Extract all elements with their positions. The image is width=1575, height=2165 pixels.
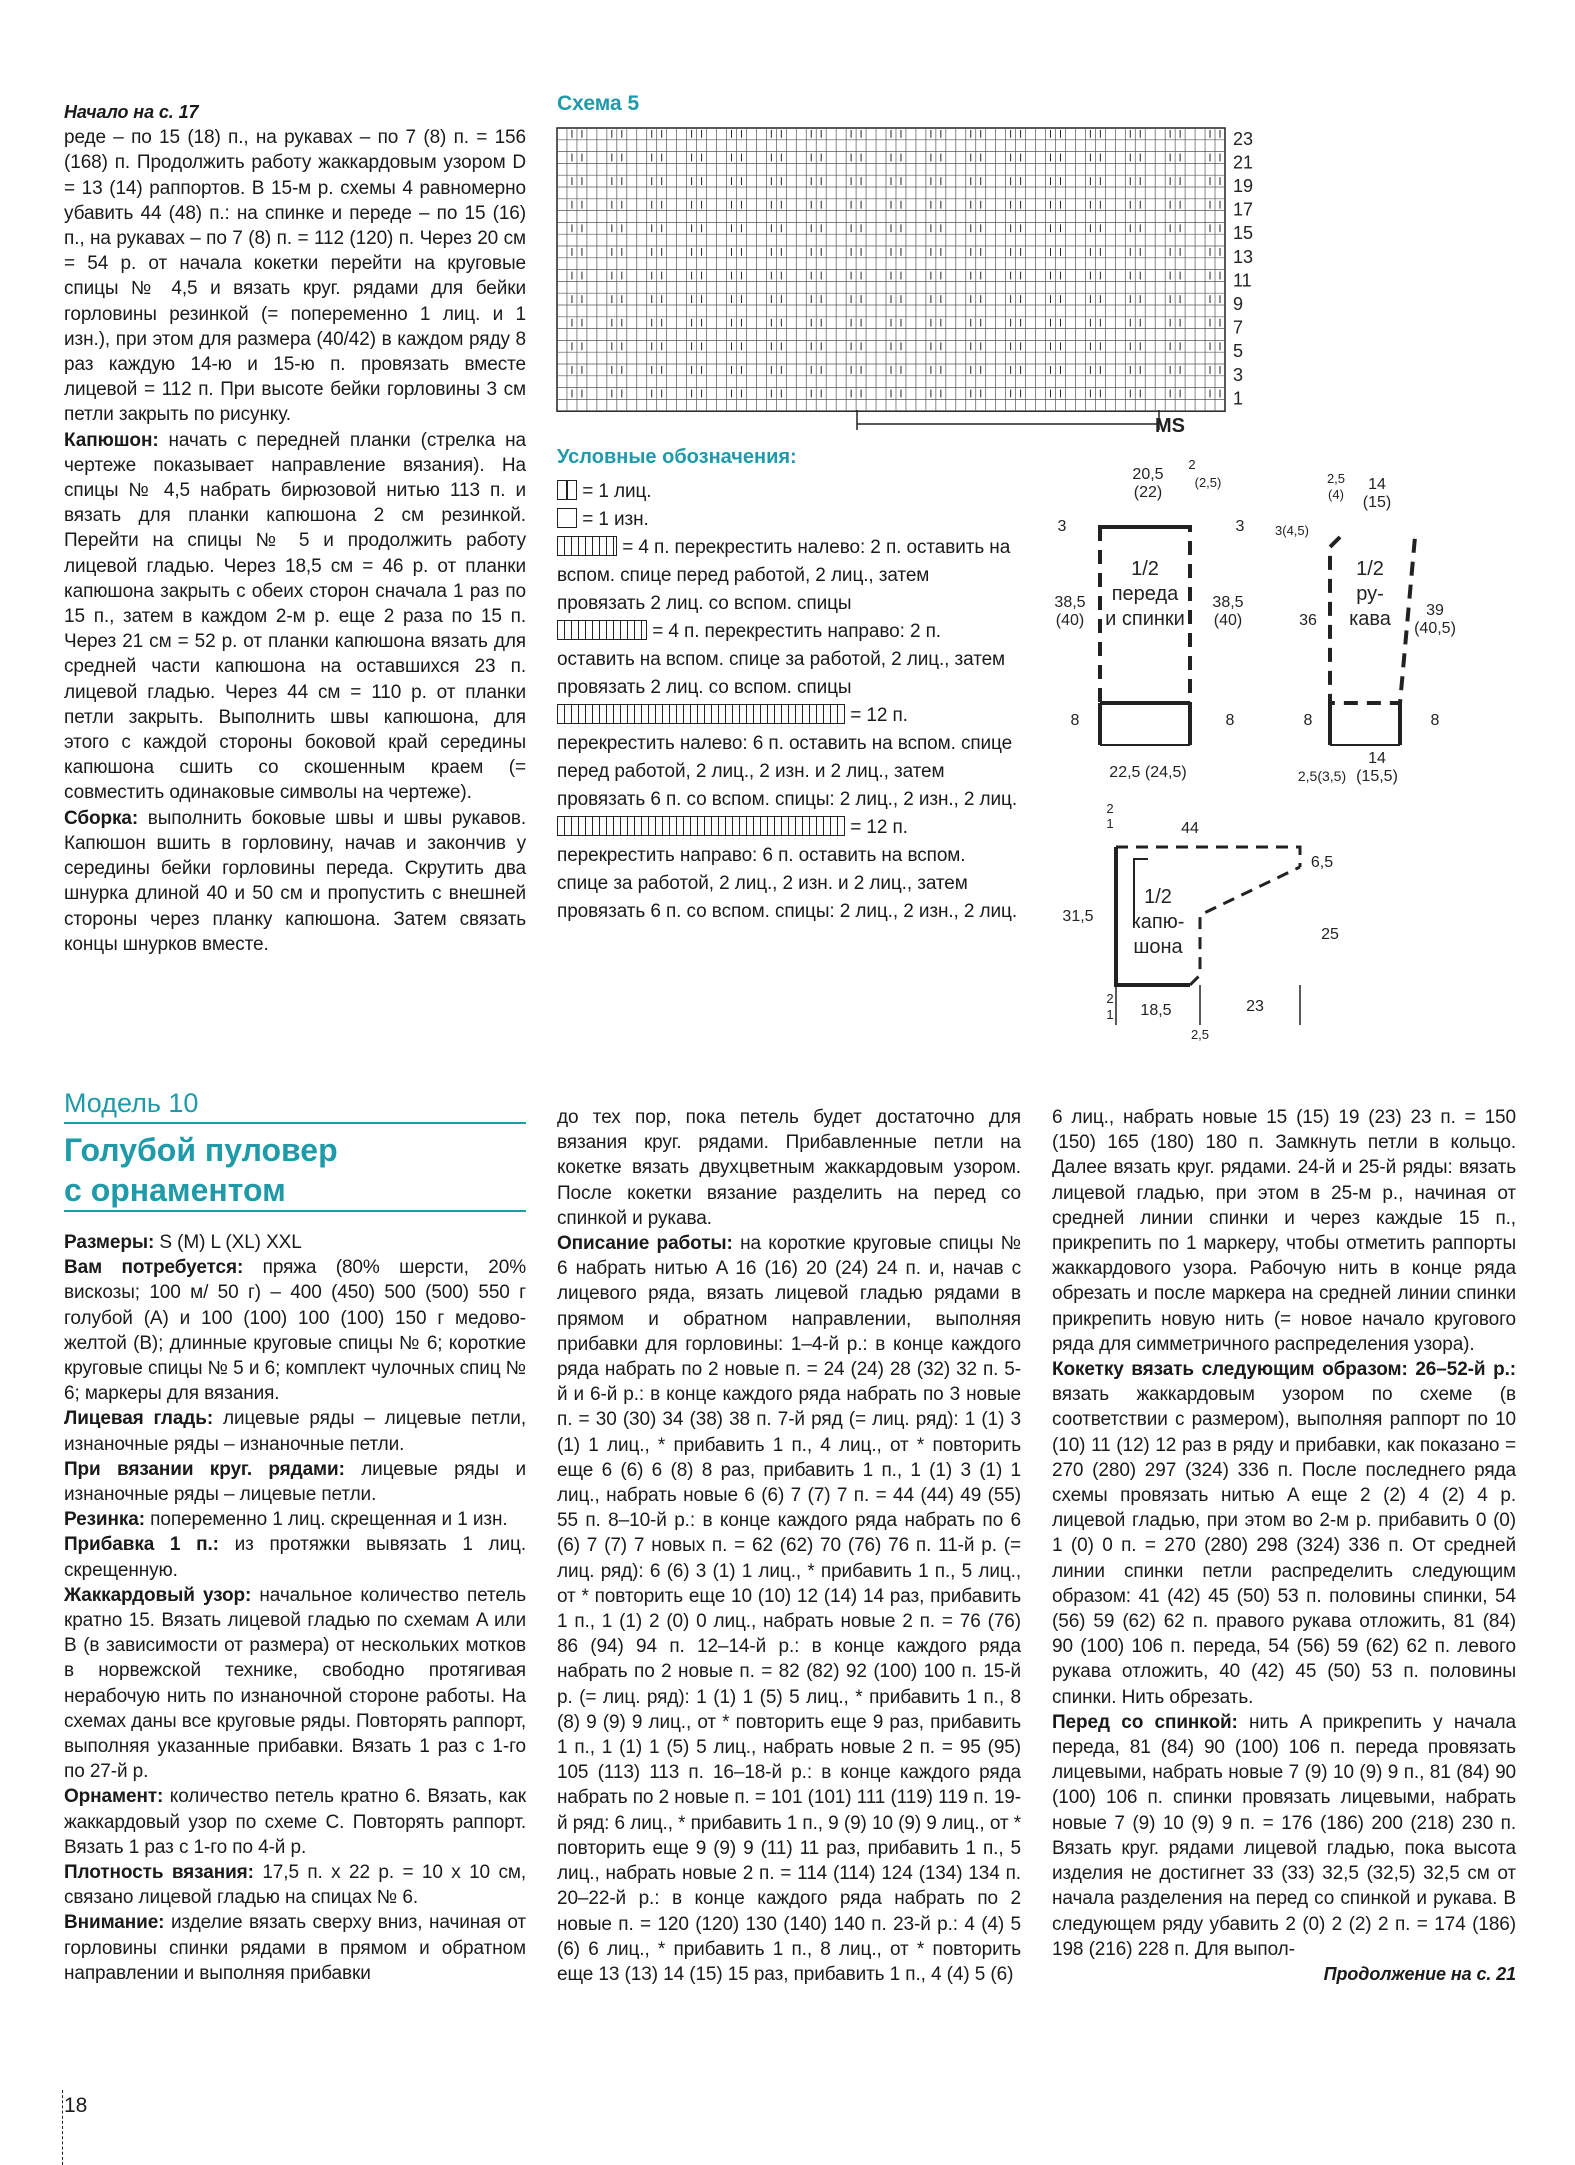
svg-text:31,5: 31,5 — [1062, 908, 1094, 925]
cross-12-right-icon — [557, 816, 845, 836]
para-gauge: Плотность вязания: 17,5 п. х 22 р. = 10 х 10 см, связано лицевой гладью на спицах № 6. — [64, 1862, 526, 1909]
para-stockinette: Лицевая гладь: лицевые ряды – лицевые петли, изнаночные ряды – изнаночные петли. — [64, 1408, 527, 1455]
svg-text:2: 2 — [1188, 457, 1196, 472]
svg-text:шона: шона — [1133, 936, 1183, 958]
svg-text:(40,5): (40,5) — [1414, 620, 1456, 637]
page-edge-dashes — [62, 2090, 63, 2165]
legend-cross4-right: = 4 п. перекрестить направо: 2 п. оставить на вспом. спице за работой, 2 лиц., затем провязать 2 лиц. со вспом. спицы — [557, 621, 1006, 698]
schema-row-label: 19 — [1232, 176, 1254, 196]
svg-text:1/2: 1/2 — [1356, 558, 1384, 580]
svg-text:6,5: 6,5 — [1310, 854, 1334, 871]
paragraph-hood — [64, 428, 526, 806]
model-number: Модель 10 — [64, 1088, 199, 1118]
svg-text:3(4,5): 3(4,5) — [1275, 523, 1309, 538]
svg-text:8: 8 — [1070, 712, 1080, 729]
svg-text:22,5 (24,5): 22,5 (24,5) — [1109, 764, 1187, 781]
para-ornament: Орнамент: количество петель кратно 6. Вязать, как жаккардовый узор по схеме C. Повторять раппорт. Вязать 1 раз с 1-го по 4-й р. — [64, 1786, 526, 1858]
legend-knit: = 1 лиц. — [557, 478, 1017, 506]
schema-row-label: 1 — [1232, 388, 1244, 409]
col4-front-back: Перед со спинкой: нить A прикрепить у начала переда, 81 (84) 90 (100) 106 п. переда провязать лицевыми, набрать новые 7 (9) 10 (9) 9 п., 81 (84) 90 (100) 106 п. спинки провязать лицевыми, набрать новые 7 (9) 10 (9) 9 п. = 176 (186) 200 (218) 230 п. Вязать круг. рядами лицевой гладью, пока высота изделия не достигнет 33 (33) 32,5 (32,5) 32,5 см от начала разделения на перед со спинкой и рукава. В следующем ряду убавить 2 (0) 2 (2) 2 п. = 174 (186) 198 (216) 228 п. Для выпол- — [1052, 1711, 1516, 1960]
svg-text:переда: переда — [1111, 583, 1179, 605]
col4-intro: 6 лиц., набрать новые 15 (15) 19 (23) 23 п. = 150 (150) 165 (180) 180 п. Замкнуть петли в кольцо. Далее вязать круг. рядами. 24-й и 25-й ряды: вязать лицевой гладью, при этом в 25-м р., начиная от средней линии спинки и через каждые 15 п., прикрепить по 1 маркеру, чтобы отметить раппорты жаккардового узора. Рабочую нить в конце ряда обрезать и после маркера на средней линии спинки прикрепить новую нить (= новое начало кругового ряда для симметричного распределения узора). — [1052, 1107, 1516, 1355]
svg-text:8: 8 — [1430, 712, 1440, 729]
svg-text:1/2: 1/2 — [1144, 886, 1172, 908]
svg-text:38,5: 38,5 — [1212, 594, 1244, 611]
schema-row-label: 11 — [1232, 270, 1252, 291]
cross-4-right-icon — [557, 620, 647, 640]
col4-yoke: Кокетку вязать следующим образом: 26–52-й р.: вязать жаккардовым узором по схеме (в соответствии с размером), выполняя раппорт по 10 (10) 11 (12) 12 раз в ряду и прибавки, как показано = 270 (280) 297 (324) 336 п. После последнего ряда схемы провязать нитью A еще 2 (2) 4 (2) 4 р. лицевой гладью, при этом во 2-м р. прибавить 0 (0) 1 (0) 0 п. = 270 (280) 298 (324) 336 п. От средней линии спинки петли распределить следующим образом: 41 (42) 45 (50) 53 п. половины спинки, 54 (56) 59 (62) 62 п. правого рукава отложить, 81 (84) 90 (100) 106 п. переда, 54 (56) 59 (62) 62 п. левого рукава отложить, 40 (42) 45 (50) 53 п. половины спинки. Нить обрезать. — [1052, 1359, 1516, 1708]
col3-intro: до тех пор, пока петель будет достаточно для вязания круг. рядами. Прибавленные петли на кокетке вязать двухцветным жаккардовым узором. После кокетки вязание разделить на перед со спинкой и рукава. — [557, 1107, 1021, 1229]
page-number: 18 — [64, 2094, 88, 2117]
svg-text:2: 2 — [1106, 801, 1114, 816]
svg-text:(15): (15) — [1362, 494, 1392, 511]
svg-text:3: 3 — [1235, 518, 1245, 535]
text-column-1 — [64, 100, 526, 957]
hood-text: начать с передней планки (стрелка на чертеже показывает направление вязания). На спицы № 4,5 набрать бирюзовой нитью 113 п. и вязать для планки капюшона 2 см резинкой. Перейти на спицы № 5 и продолжить работу лицевой гладью. Через 18,5 см = 46 р. от планки капюшона закрыть с обеих сторон сначала 1 раз по 15 п., затем в каждом 2-м р. еще 2 раза по 15 п. Через 21 см = 52 р. от планки капюшона вязать для средней части капюшона на оставшихся 23 п. лицевой гладью. Через 44 см = 110 р. от планки петли закрыть. Выполнить швы капюшона, для этого с каждой стороны боковой край середины капюшона сшить со скошенным краем (= совместить одинаковые символы на чертеже). — [64, 429, 526, 804]
hood-label: Капюшон: — [64, 429, 159, 451]
schema-ms-label: MS — [1155, 415, 1185, 437]
para-jacquard: Жаккардовый узор: начальное количество петель кратно 15. Вязать лицевой гладью по схемам A или B (в зависимости от размера) от нескольких мотков в норвежской технике, свободно протягивая нерабочую нить по изнаночной стороне работы. На схемах даны все круговые ряды. Повторять раппорт, выполняя указанные прибавки. Вязать 1 раз с 1-го по 27-й р. — [64, 1584, 526, 1783]
svg-text:14: 14 — [1368, 750, 1386, 767]
legend-cross12-left: = 12 п. перекрестить налево: 6 п. оставить на вспом. спице перед работой, 2 лиц., 2 изн. и 2 лиц., затем провязать 6 п. со вспом. спицы: 2 лиц., 2 изн., 2 лиц. — [557, 705, 1018, 810]
svg-text:1: 1 — [1106, 816, 1114, 831]
svg-text:25: 25 — [1321, 926, 1339, 943]
svg-text:39: 39 — [1426, 602, 1444, 619]
para-attention: Внимание: изделие вязать сверху вниз, начиная от горловины спинки рядами в прямом и обратном направлении и выполняя прибавки — [64, 1912, 526, 1984]
schema-row-label: 3 — [1232, 364, 1244, 385]
schema-row-label: 7 — [1232, 317, 1244, 338]
paragraph-intro: реде – по 15 (18) п., на рукавах – по 7 (8) п. = 156 (168) п. Продолжить работу жаккардовым узором D = 13 (14) раппортов. В 15-м р. схемы 4 равномерно убавить 44 (48) п.: на спинке и переде – по 15 (16) п., на рукавах – по 7 (8) п. = 112 (120) п. Через 20 см = 54 р. от начала кокетки перейти на круговые спицы № 4,5 и вязать круг. рядами для бейки горловины резинкой (= попеременно 1 лиц. и 1 изн.), при этом для размера (40/42) в каждом ряду 8 раз каждую 14-ю и 15-ю п. провязать вместе лицевой = 112 п. При высоте бейки горловины 3 см петли закрыть по рисунку. — [64, 127, 526, 426]
schema-row-label: 15 — [1232, 223, 1254, 244]
assembly-label: Сборка: — [64, 807, 139, 829]
svg-text:кава: кава — [1349, 608, 1391, 630]
legend-purl: = 1 изн. — [557, 506, 1017, 534]
para-sizes: Размеры: S (M) L (XL) XXL — [64, 1232, 302, 1253]
svg-text:капю-: капю- — [1131, 911, 1185, 933]
schema-row-label: 13 — [1232, 246, 1254, 267]
svg-text:44: 44 — [1181, 820, 1199, 837]
title-rule-bottom — [64, 1210, 526, 1212]
schema-row-label: 5 — [1232, 341, 1244, 362]
schema-row-label: 23 — [1232, 128, 1254, 149]
cross-12-left-icon — [557, 704, 845, 724]
svg-text:1: 1 — [1106, 1007, 1114, 1022]
svg-text:2,5: 2,5 — [1326, 471, 1346, 486]
schema-title: Схема 5 — [557, 92, 640, 115]
svg-text:(40): (40) — [1213, 612, 1243, 629]
para-round: При вязании круг. рядами: лицевые ряды и изнаночные ряды – лицевые петли. — [64, 1458, 526, 1506]
svg-text:(2,5): (2,5) — [1194, 475, 1222, 490]
schema-row-label: 9 — [1232, 294, 1244, 314]
text-column-2 — [64, 1230, 526, 1986]
col3-description: Описание работы: на короткие круговые спицы № 6 набрать нитью A 16 (16) 20 (24) 24 п. и, начав с лицевого ряда, вязать лицевой гладью рядами в прямом и обратном направлении, выполняя прибавки для горловины: 1–4-й р.: в конце каждого ряда набрать по 2 новые п. = 24 (24) 28 (32) 32 п. 5-й и 6-й р.: в конце каждого ряда набрать по 3 новые п. = 30 (30) 34 (38) 38 п. 7-й ряд (= лиц. ряд): 1 (1) 3 (1) 1 лиц., * прибавить 1 п., 4 лиц., от * повторить еще 6 (6) 6 (8) 8 раз, прибавить 1 п., 1 (1) 3 (1) 1 лиц., набрать новые 6 (6) 7 (7) 7 п. = 44 (44) 49 (55) 55 п. 8–10-й р.: в конце каждого ряда набрать по 6 (6) 7 (7) 7 новых п. = 62 (62) 70 (76) 76 п. 11-й р. (= лиц. ряд): 6 (6) 3 (1) 1 лиц., * прибавить 1 п., 5 лиц., от * повторить еще 10 (10) 12 (14) 14 раз, прибавить 1 п., 1 (1) 2 (0) 0 лиц., набрать новые 2 п. = 76 (76) 86 (94) 94 п. 12–14-й р.: в конце каждого ряда набрать по 2 новые п. = 82 (82) 92 (100) 100 п. 15-й р. (= лиц. ряд): 1 (1) 1 (5) 5 лиц., * прибавить 1 п., 8 (8) 9 (9) 9 лиц., от * повторить еще 9 раз, прибавить 1 п., 1 (1) 1 (5) 5 лиц., набрать новые 2 п. = 95 (95) 105 (113) 113 п. 16–18-й р.: в конце каждого ряда набрать по 2 новые п. = 101 (101) 111 (119) 119 п. 19-й ряд: 6 лиц., * прибавить 1 п., 9 (9) 10 (9) 9 лиц., от * повторить еще 9 (9) 9 (11) 11 раз, прибавить 1 п., 5 лиц., набрать новые 2 п. = 114 (114) 124 (134) 134 п. 20–22-й р.: в конце каждого ряда набрать по 2 новые п. = 120 (120) 130 (140) 140 п. 23-й р.: 4 (4) 5 (6) 6 лиц., * прибавить 1 п., 8 лиц., от * повторить еще 13 (13) 14 (15) 15 раз, прибавить 1 п., 4 (4) 5 (6) — [557, 1233, 1021, 1985]
schema-row-label: 17 — [1232, 199, 1254, 220]
schema-row-label: 21 — [1232, 152, 1254, 173]
continued-note: Продолжение на с. 21 — [1323, 1963, 1516, 1984]
knit-symbol-icon — [557, 480, 577, 500]
schema-5-grid — [555, 124, 1535, 444]
svg-text:1/2: 1/2 — [1131, 558, 1159, 580]
svg-text:и спинки: и спинки — [1105, 608, 1185, 630]
para-materials: Вам потребуется: пряжа (80% шерсти, 20% вискозы; 100 м/ 50 г) – 400 (450) 500 (500) 550 г голубой (A) и 100 (100) 100 (100) 150 г медово-желтой (B); длинные круговые спицы № 6; короткие круговые спицы № 5 и 6; комплект чулочных спиц № 6; маркеры для вязания. — [64, 1257, 526, 1405]
svg-text:14: 14 — [1368, 476, 1386, 493]
svg-text:2,5(3,5): 2,5(3,5) — [1297, 768, 1347, 784]
svg-text:(22): (22) — [1133, 484, 1163, 501]
legend-title: Условные обозначения: — [557, 446, 797, 468]
paragraph-assembly — [64, 806, 526, 957]
para-rib: Резинка: попеременно 1 лиц. скрещенная и 1 изн. — [64, 1509, 508, 1531]
svg-text:8: 8 — [1225, 712, 1235, 729]
legend-cross12-right: = 12 п. перекрестить направо: 6 п. оставить на вспом. спице за работой, 2 лиц., 2 изн. и 2 лиц., затем провязать 6 п. со вспом. спицы: 2 лиц., 2 изн., 2 лиц. — [557, 817, 1018, 922]
legend-cross4-left: = 4 п. перекрестить налево: 2 п. оставить на вспом. спице перед работой, 2 лиц., затем провязать 2 лиц. со вспом. спицы — [557, 537, 1011, 614]
para-increase: Прибавка 1 п.: из протяжки вывязать 1 лиц. скрещенную. — [64, 1534, 526, 1581]
svg-text:18,5: 18,5 — [1140, 1002, 1172, 1019]
svg-text:2,5: 2,5 — [1190, 1027, 1210, 1042]
continued-from: Начало на с. 17 — [64, 102, 199, 122]
text-column-3 — [557, 1105, 1021, 1987]
assembly-text: выполнить боковые швы и швы рукавов. Капюшон вшить в горловину, начав и закончив у середины бейки горловины переда. Скрутить два шнурка длиной 40 и 50 см и пропустить с внешней стороны через планку капюшона. Затем связать концы шнурков вместе. — [64, 807, 526, 955]
title-rule-top — [64, 1122, 526, 1124]
svg-text:ру-: ру- — [1356, 583, 1384, 605]
svg-text:36: 36 — [1299, 612, 1317, 629]
legend — [557, 478, 1017, 926]
garment-schematics — [1040, 455, 1520, 1045]
purl-symbol-icon — [557, 508, 577, 528]
svg-text:3: 3 — [1057, 518, 1067, 535]
svg-text:38,5: 38,5 — [1054, 594, 1086, 611]
svg-text:(15,5): (15,5) — [1356, 768, 1398, 785]
svg-text:(40): (40) — [1055, 612, 1085, 629]
model-title: Голубой пуловер с орнаментом — [64, 1132, 338, 1208]
text-column-4 — [1052, 1105, 1516, 1987]
svg-text:2: 2 — [1106, 991, 1114, 1006]
svg-text:8: 8 — [1303, 712, 1313, 729]
cross-4-left-icon — [557, 536, 617, 556]
svg-text:20,5: 20,5 — [1132, 466, 1164, 483]
svg-text:23: 23 — [1246, 998, 1264, 1015]
svg-text:(4): (4) — [1328, 487, 1344, 502]
